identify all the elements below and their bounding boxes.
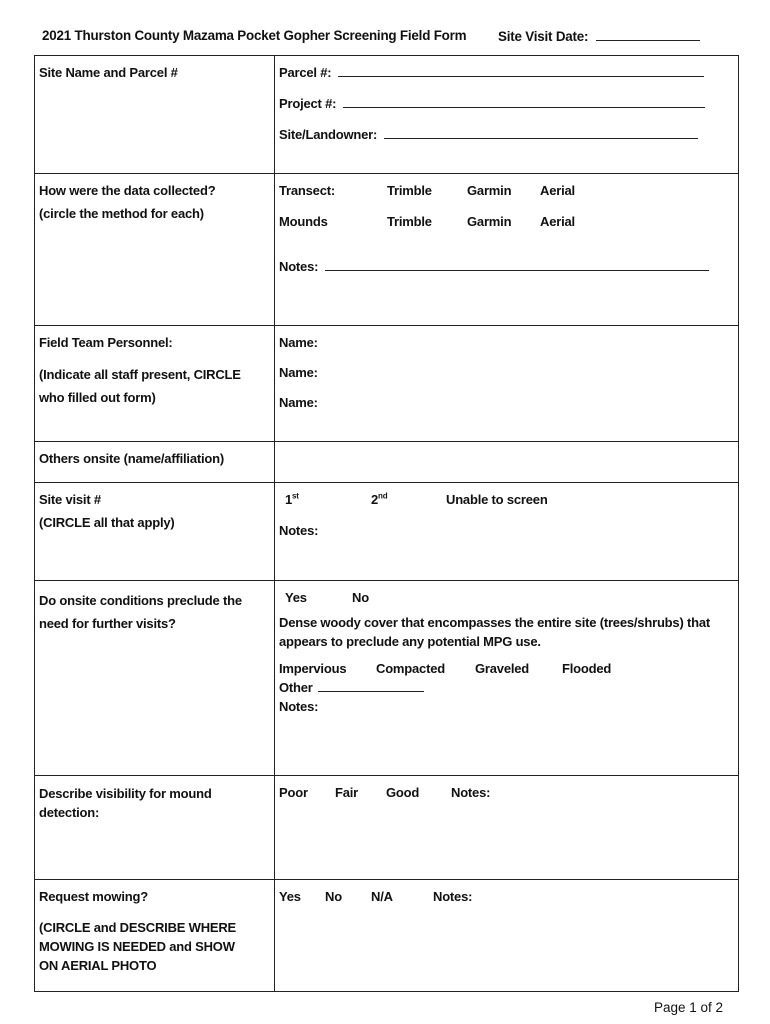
graveled-option[interactable]: Graveled — [475, 661, 530, 676]
site-fields — [275, 56, 739, 174]
personnel-fields — [275, 326, 739, 442]
site-label-text: Site Name and Parcel # — [39, 65, 178, 80]
mowing-yes-option[interactable]: Yes — [279, 889, 301, 904]
row-conditions — [35, 581, 739, 776]
parcel-field[interactable] — [338, 64, 704, 77]
mounds-aerial-option[interactable]: Aerial — [540, 214, 575, 229]
personnel-name-3[interactable]: Name: — [279, 395, 318, 410]
conditions-fields — [275, 581, 739, 776]
dense-woody-cover-option[interactable]: Dense woody cover that encompasses the entire site (trees/shrubs) that appears to preclude any potential MPG use. — [279, 615, 711, 649]
data-collection-notes-label: Notes: — [279, 259, 319, 274]
data-collection-fields — [275, 174, 739, 326]
row-site — [35, 56, 739, 174]
row-personnel — [35, 326, 739, 442]
site-visit-label-2: (CIRCLE all that apply) — [39, 515, 175, 530]
data-collection-notes-field[interactable] — [325, 258, 709, 271]
row-site-visit — [35, 483, 739, 581]
site-visit-label-1: Site visit # — [39, 492, 101, 507]
other-label: Other — [279, 680, 313, 695]
site-label — [35, 56, 275, 174]
impervious-option[interactable]: Impervious — [279, 661, 347, 676]
landowner-label: Site/Landowner: — [279, 127, 378, 142]
mowing-na-option[interactable]: N/A — [371, 889, 393, 904]
visibility-fields — [275, 776, 739, 880]
project-label: Project #: — [279, 96, 337, 111]
parcel-label: Parcel #: — [279, 65, 332, 80]
site-visit-date-label: Site Visit Date: — [498, 29, 589, 44]
transect-label: Transect: — [279, 183, 336, 198]
screening-form-table — [34, 55, 739, 992]
visibility-poor-option[interactable]: Poor — [279, 785, 308, 800]
row-mowing — [35, 880, 739, 992]
other-field[interactable] — [318, 680, 424, 692]
site-visit-date — [498, 28, 700, 44]
others-field[interactable] — [275, 442, 739, 483]
visit-second-number: 2 — [371, 492, 379, 507]
visit-first-suffix: st — [292, 491, 299, 501]
personnel-label — [35, 326, 275, 442]
mowing-label-2: (CIRCLE and DESCRIBE WHERE MOWING IS NEEDED and SHOW ON AERIAL PHOTO — [39, 920, 237, 973]
row-data-collection — [35, 174, 739, 326]
personnel-name-1[interactable]: Name: — [279, 335, 318, 350]
site-visit-notes-label[interactable]: Notes: — [279, 523, 319, 538]
data-collection-label-2: (circle the method for each) — [39, 206, 204, 221]
conditions-label — [35, 581, 275, 776]
page-number: Page 1 of 2 — [654, 1000, 724, 1015]
mowing-fields — [275, 880, 739, 992]
mowing-notes-label: Notes: — [433, 889, 473, 904]
project-field[interactable] — [343, 95, 705, 108]
data-collection-label — [35, 174, 275, 326]
mounds-garmin-option[interactable]: Garmin — [467, 214, 512, 229]
site-visit-date-field[interactable] — [596, 28, 700, 41]
conditions-yes-option[interactable]: Yes — [285, 590, 307, 605]
transect-garmin-option[interactable]: Garmin — [467, 183, 512, 198]
transect-aerial-option[interactable]: Aerial — [540, 183, 575, 198]
visit-first-number: 1 — [285, 492, 293, 507]
personnel-label-2: (Indicate all staff present, CIRCLE who filled out form) — [39, 367, 241, 405]
visibility-label-text: Describe visibility for mound detection: — [39, 786, 212, 820]
data-collection-label-1: How were the data collected? — [39, 183, 216, 198]
visit-first-option[interactable] — [285, 491, 299, 510]
others-label-text: Others onsite (name/affiliation) — [39, 451, 225, 466]
conditions-no-option[interactable]: No — [352, 590, 369, 605]
site-visit-label — [35, 483, 275, 581]
visit-unable-option[interactable]: Unable to screen — [446, 492, 548, 507]
transect-trimble-option[interactable]: Trimble — [387, 183, 432, 198]
mowing-label — [35, 880, 275, 992]
conditions-notes-label[interactable]: Notes: — [279, 699, 319, 714]
landowner-field[interactable] — [384, 126, 698, 139]
mowing-no-option[interactable]: No — [325, 889, 342, 904]
conditions-label-text: Do onsite conditions preclude the need for further visits? — [39, 593, 242, 631]
visibility-good-option[interactable]: Good — [386, 785, 420, 800]
mounds-trimble-option[interactable]: Trimble — [387, 214, 432, 229]
others-label — [35, 442, 275, 483]
mowing-label-1: Request mowing? — [39, 889, 148, 904]
row-visibility — [35, 776, 739, 880]
flooded-option[interactable]: Flooded — [562, 661, 612, 676]
site-visit-fields — [275, 483, 739, 581]
form-header — [42, 28, 742, 43]
mounds-label: Mounds — [279, 214, 328, 229]
visit-second-suffix: nd — [378, 491, 388, 501]
personnel-name-2[interactable]: Name: — [279, 365, 318, 380]
visibility-fair-option[interactable]: Fair — [335, 785, 359, 800]
form-title: 2021 Thurston County Mazama Pocket Gopher Screening Field Form — [42, 28, 467, 43]
visibility-label — [35, 776, 275, 880]
personnel-label-1: Field Team Personnel: — [39, 335, 173, 350]
compacted-option[interactable]: Compacted — [376, 661, 445, 676]
visit-second-option[interactable] — [371, 491, 387, 510]
row-others — [35, 442, 739, 483]
visibility-notes-label: Notes: — [451, 785, 491, 800]
